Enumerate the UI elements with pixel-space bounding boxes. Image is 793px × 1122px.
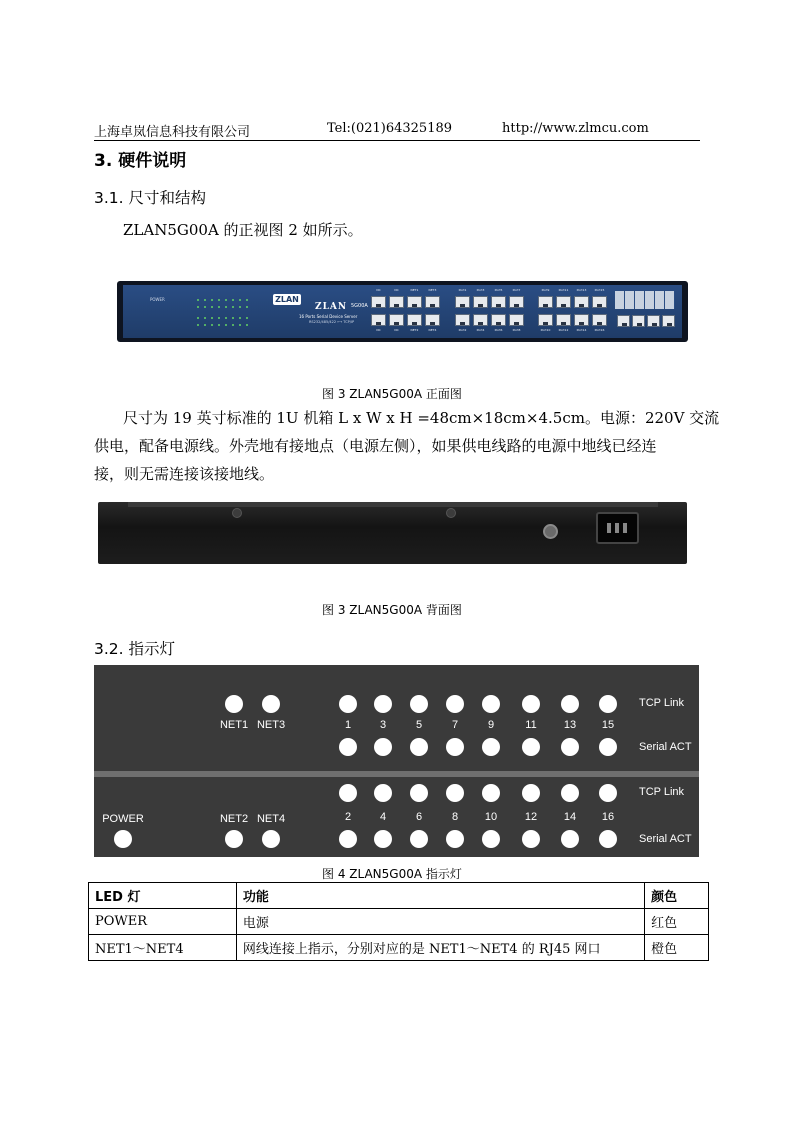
rj45-port-top (592, 296, 607, 308)
rj45-port-bottom (574, 314, 589, 326)
port-number-label: 14 (563, 811, 577, 823)
port-label: Port14 (576, 328, 587, 332)
model-subtitle: 16 Ports Serial Device Server (299, 314, 358, 319)
led-serial-act (339, 738, 357, 756)
status-led-dot (197, 299, 199, 301)
port-number-label: 5 (415, 719, 423, 731)
model-number: 5G00A (351, 303, 368, 309)
led-net2 (225, 830, 243, 848)
port-number-label: 3 (379, 719, 387, 731)
status-led-dot (197, 324, 199, 326)
rj45-port-top (389, 296, 404, 308)
led-serial-act (522, 738, 540, 756)
port-label: Port1 (458, 288, 467, 292)
power-socket-icon (596, 512, 639, 544)
header-divider (94, 140, 700, 141)
status-led-dot (197, 317, 199, 319)
led-tcp-link (522, 695, 540, 713)
led-serial-act (446, 830, 464, 848)
port-number-label: 11 (525, 719, 537, 731)
port-label: Port6 (494, 328, 503, 332)
status-led-dot (197, 306, 199, 308)
status-led-dot (232, 317, 234, 319)
led-tcp-link (410, 695, 428, 713)
rj45-port-bottom (556, 314, 571, 326)
port-label: Port7 (512, 288, 521, 292)
led-caption: 图 4 ZLAN5G00A 指示灯 (322, 867, 462, 881)
led-tcp-link (561, 695, 579, 713)
status-led-dot (246, 306, 248, 308)
port-label: NET4 (428, 328, 437, 332)
status-led-dot (225, 324, 227, 326)
led-serial-act (599, 830, 617, 848)
port-label: NC (376, 288, 381, 292)
led-net1 (225, 695, 243, 713)
port-number-label: 7 (451, 719, 459, 731)
table-cell: 网线连接上指示，分别对应的是 NET1～NET4 的 RJ45 网口 (236, 935, 644, 961)
table-cell: 红色 (645, 909, 709, 935)
rear-caption: 图 3 ZLAN5G00A 背面图 (322, 603, 462, 617)
led-tcp-link (482, 695, 500, 713)
rj45-port-bottom (592, 314, 607, 326)
para-line-2: 供电，配备电源线。外壳地有接地点（电源左侧），如果供电线路的电源中地线已经连 (94, 437, 657, 455)
led-tcp-link (446, 695, 464, 713)
status-led-dot (211, 324, 213, 326)
port-number-label: 15 (601, 719, 615, 731)
port-number-label: 1 (344, 719, 352, 731)
info-sticker (615, 291, 675, 309)
model-spec: RS232/485/422 ⟷ TCP/IP (309, 320, 355, 324)
status-led-dot (225, 317, 227, 319)
status-led-dot (211, 299, 213, 301)
led-tcp-link (522, 784, 540, 802)
led-power (114, 830, 132, 848)
rj45-port-top (425, 296, 440, 308)
table-cell: 电源 (236, 909, 644, 935)
table-row (89, 909, 709, 935)
led-serial-act (374, 738, 392, 756)
status-led-dot (204, 324, 206, 326)
rj45-port-top (473, 296, 488, 308)
rear-view-image (98, 502, 687, 564)
front-caption: 图 3 ZLAN5G00A 正面图 (322, 387, 462, 401)
label-tcp-link-bottom: TCP Link (639, 786, 685, 798)
led-serial-act (482, 830, 500, 848)
status-led-dot (239, 299, 241, 301)
rj45-port-bottom (632, 315, 645, 327)
screw-left-icon (232, 508, 242, 518)
port-label: Port8 (512, 328, 521, 332)
rj45-port-bottom (389, 314, 404, 326)
rj45-port-top (538, 296, 553, 308)
status-led-dot (218, 306, 220, 308)
status-led-dot (204, 306, 206, 308)
label-net1: NET1 (219, 719, 249, 731)
rj45-port-top (509, 296, 524, 308)
ground-terminal-icon (543, 524, 558, 539)
led-serial-act (374, 830, 392, 848)
status-led-dot (239, 317, 241, 319)
screw-mid-icon (446, 508, 456, 518)
port-label: Port2 (458, 328, 467, 332)
status-led-dot (225, 306, 227, 308)
led-tcp-link (446, 784, 464, 802)
header-company: 上海卓岚信息科技有限公司 (94, 125, 251, 140)
port-label: Port16 (594, 328, 605, 332)
led-serial-act (599, 738, 617, 756)
label-net2: NET2 (219, 813, 249, 825)
front-view-image (117, 281, 688, 342)
led-serial-act (410, 830, 428, 848)
status-led-dot (239, 324, 241, 326)
led-serial-act (561, 830, 579, 848)
port-label: Port13 (576, 288, 587, 292)
table-header: LED 灯 (89, 883, 237, 909)
port-label: NC (394, 328, 399, 332)
rj45-port-bottom (407, 314, 422, 326)
rj45-port-top (491, 296, 506, 308)
port-label: Port9 (541, 288, 550, 292)
led-tcp-link (374, 784, 392, 802)
led-net4 (262, 830, 280, 848)
table-cell: POWER (89, 909, 237, 935)
status-led-dot (204, 317, 206, 319)
rj45-port-bottom (538, 314, 553, 326)
table-cell: 橙色 (645, 935, 709, 961)
led-tcp-link (599, 695, 617, 713)
port-label: Port4 (476, 328, 485, 332)
port-label: NC (376, 328, 381, 332)
panel-divider (94, 771, 699, 777)
zlan-logo: ZLAN (273, 294, 301, 305)
table-header: 功能 (236, 883, 644, 909)
rj45-port-top (574, 296, 589, 308)
port-number-label: 2 (344, 811, 352, 823)
front-power-label: POWER (150, 297, 165, 302)
rj45-port-bottom (491, 314, 506, 326)
status-led-dot (246, 299, 248, 301)
label-net4: NET4 (256, 813, 286, 825)
status-led-dot (225, 299, 227, 301)
port-label: Port15 (594, 288, 605, 292)
table-header-row (89, 883, 709, 909)
led-tcp-link (339, 695, 357, 713)
port-label: NET2 (410, 328, 419, 332)
label-net3: NET3 (256, 719, 286, 731)
status-led-dot (211, 306, 213, 308)
status-led-dot (211, 317, 213, 319)
status-led-dot (232, 306, 234, 308)
status-led-dot (218, 299, 220, 301)
rj45-port-bottom (509, 314, 524, 326)
rj45-port-bottom (647, 315, 660, 327)
port-label: NC (394, 288, 399, 292)
port-number-label: 9 (487, 719, 495, 731)
intro-text: ZLAN5G00A 的正视图 2 如所示。 (123, 221, 363, 239)
port-label: Port10 (540, 328, 551, 332)
header-tel: Tel:(021)64325189 (327, 121, 453, 136)
para-line-3: 接，则无需连接该接地线。 (94, 465, 275, 483)
port-label: Port11 (558, 288, 569, 292)
led-net3 (262, 695, 280, 713)
rj45-port-bottom (662, 315, 675, 327)
led-tcp-link (374, 695, 392, 713)
rj45-port-bottom (455, 314, 470, 326)
section-3-title: 3. 硬件说明 (94, 151, 187, 171)
led-tcp-link (561, 784, 579, 802)
port-number-label: 12 (524, 811, 538, 823)
port-number-label: 4 (379, 811, 387, 823)
led-tcp-link (599, 784, 617, 802)
table-header: 颜色 (645, 883, 709, 909)
port-label: Port5 (494, 288, 503, 292)
led-serial-act (410, 738, 428, 756)
led-panel-image (94, 665, 699, 857)
rj45-port-top (556, 296, 571, 308)
led-tcp-link (339, 784, 357, 802)
section-3-2-title: 3.2. 指示灯 (94, 640, 176, 658)
model-text: ZLAN (315, 302, 348, 312)
rj45-port-bottom (371, 314, 386, 326)
port-number-label: 6 (415, 811, 423, 823)
rear-top-edge (128, 502, 658, 507)
port-label: NET3 (428, 288, 437, 292)
status-led-dot (204, 299, 206, 301)
table-cell: NET1～NET4 (89, 935, 237, 961)
status-led-dot (232, 324, 234, 326)
front-panel (123, 285, 682, 338)
led-serial-act (522, 830, 540, 848)
label-power: POWER (102, 813, 144, 825)
label-tcp-link-top: TCP Link (639, 697, 685, 709)
label-serial-act-top: Serial ACT (639, 741, 692, 753)
header-url[interactable]: http://www.zlmcu.com (502, 121, 649, 136)
port-label: Port12 (558, 328, 569, 332)
status-led-dot (246, 317, 248, 319)
rj45-port-bottom (473, 314, 488, 326)
status-led-dot (239, 306, 241, 308)
port-number-label: 13 (563, 719, 577, 731)
led-serial-act (561, 738, 579, 756)
port-number-label: 10 (484, 811, 498, 823)
rj45-port-top (407, 296, 422, 308)
led-table (88, 882, 709, 961)
port-label: Port3 (476, 288, 485, 292)
port-label: NET1 (410, 288, 419, 292)
label-serial-act-bottom: Serial ACT (639, 833, 692, 845)
port-number-label: 8 (451, 811, 459, 823)
port-number-label: 16 (601, 811, 615, 823)
status-led-dot (246, 324, 248, 326)
status-led-dot (218, 324, 220, 326)
led-tcp-link (410, 784, 428, 802)
section-3-1-title: 3.1. 尺寸和结构 (94, 189, 207, 207)
rj45-port-top (455, 296, 470, 308)
led-serial-act (446, 738, 464, 756)
status-led-dot (218, 317, 220, 319)
led-serial-act (339, 830, 357, 848)
rj45-port-top (371, 296, 386, 308)
table-row (89, 935, 709, 961)
rj45-port-bottom (617, 315, 630, 327)
status-led-dot (232, 299, 234, 301)
rj45-port-bottom (425, 314, 440, 326)
para-line-1: 尺寸为 19 英寸标准的 1U 机箱 L x W x H =48cm×18cm×4.5cm。电源：220V 交流 (123, 409, 720, 427)
led-serial-act (482, 738, 500, 756)
led-tcp-link (482, 784, 500, 802)
